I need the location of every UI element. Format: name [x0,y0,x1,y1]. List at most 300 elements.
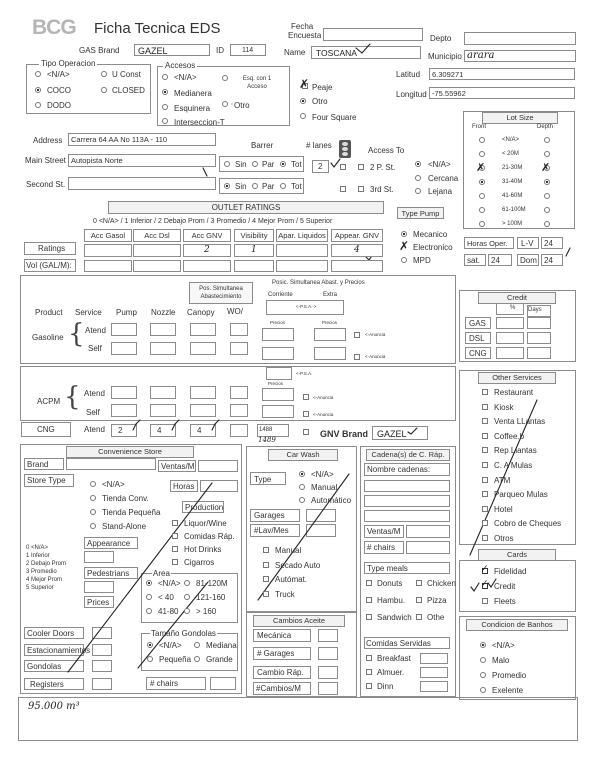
longitud-value: -75.55962 [432,89,466,98]
rating-acc-gasol-field[interactable] [84,244,132,257]
rating-visibility-value: 1 [251,245,257,255]
service-cobro-de-cheques-check[interactable] [482,520,488,526]
comida-breakfast-check[interactable] [366,655,372,661]
gasoline-anuncia-1: <-Anuncia [365,332,386,337]
tipo-dodo-label: DODO [47,101,71,110]
service-label: Rep Llantas [494,446,537,456]
credit-cng-pct-field[interactable] [496,347,524,359]
store-scale-label: 0 <N/A> [26,545,49,551]
ratings-label: Ratings [38,244,66,253]
accesos-na-radio[interactable] [162,74,168,80]
nozzle-label: Nozzle [151,308,176,317]
credit-row-label: CNG [469,349,487,358]
service-c-a-mulas-check[interactable] [482,462,488,468]
rating-acc-gnv-value: 2 [204,245,210,255]
meal-sandwich-check[interactable] [366,614,372,620]
second-st-label: Second St. [26,180,66,189]
lot-row-label: 61-100M [502,207,526,213]
vol-apar-liquidos-field[interactable] [276,260,328,272]
access-blank1-check[interactable] [340,164,346,170]
comida-dinn-field[interactable] [420,681,448,692]
cng-label: CNG [37,425,55,434]
tipo-closed-radio[interactable] [101,87,107,93]
rating-col-header: Acc Dsl [133,229,181,242]
acpm-anuncia-2: <-Anuncia [313,412,334,417]
lot-row-label: 31-40M [502,179,523,185]
hours-label: Horas Oper. [467,239,508,248]
acpm-self-field[interactable] [190,404,216,417]
tipo-uconst-radio[interactable] [101,71,107,77]
barrier2-tot-label: Tot [291,182,302,191]
peaje-label: Peaje [312,83,333,92]
lot-row-label: 41-60M [502,193,523,199]
store-cooler-field[interactable] [92,627,112,639]
barrier1-sin-label: Sin [235,160,247,169]
banos-n-a-radio[interactable] [480,642,486,648]
store-horas-field[interactable] [200,480,238,492]
meal-label: Hambu. [377,596,406,605]
barrier-title: Barrer [251,141,274,150]
gasoline-atend-field[interactable] [190,323,216,336]
municipio-value: arara [467,50,495,61]
comida-label: Breakfast [377,654,411,663]
canopy-label: Canopy [187,308,215,317]
service-label: Otros [494,534,514,543]
vol-label-box [24,259,76,272]
wo-label: WO/ [227,307,243,316]
name-value: TOSCANA [316,48,357,58]
depto-field[interactable] [464,32,576,45]
store-product-comidas-r-p-check[interactable] [172,533,178,539]
car-wash-check-label: Autómat. [275,575,308,584]
meal-donuts-check[interactable] [366,580,372,586]
credit-dsl-days-field[interactable] [527,332,551,344]
car-wash-garages-label: Garages [254,511,285,520]
rating-apar-liquidos-field[interactable] [276,244,328,257]
gasoline-brace: { [68,319,85,349]
tipo-na-radio[interactable] [35,71,41,77]
otro-label: Otro [312,97,328,106]
tipo-operacion-title: Tipo Operacion [41,59,96,68]
area-40-radio[interactable] [146,594,152,600]
tam-label: Pequeña [159,655,192,664]
banos-label: <N/A> [492,641,515,650]
store-chairs-label: # chairs [150,679,179,688]
area-160-radio[interactable] [184,608,190,614]
credit-cng-days-field[interactable] [527,347,551,359]
store-product-cigarros-check[interactable] [172,559,178,565]
accesos-otro-label: Otro [234,101,250,110]
cng-atend-label: Atend [84,425,105,434]
service-parqueo-mulas-check[interactable] [482,491,488,497]
store-scale-label: 3 Promedio [26,569,57,575]
comida-dinn-check[interactable] [366,683,372,689]
barrier1-par-label: Par [262,160,275,169]
cadena-ventas-field[interactable] [406,525,450,538]
cadena-nombre-field-2[interactable] [364,495,450,507]
gas-brand-value: GAZEL [138,46,168,56]
cambios-garages-field[interactable] [318,647,338,660]
store-brand-label: Brand [27,460,49,469]
pump-mecanico-radio[interactable] [401,231,407,237]
tam-label: Mediana [206,641,237,650]
cng-check[interactable] [303,429,309,435]
cadena-nombre-field-1[interactable] [364,480,450,492]
tipo-coco-radio[interactable] [35,87,41,93]
tam-mediana-radio[interactable] [194,642,200,648]
meal-pizza-check[interactable] [416,597,422,603]
lot-front-31-40m-radio[interactable] [479,179,485,185]
meal-label: Pizza [427,596,447,605]
store-product-label: Cigarros [184,558,215,567]
comida-almuer-check[interactable] [366,669,372,675]
gasoline-price-atend-field[interactable] [262,328,294,341]
store-scale-label: 4 Mejor Prom [26,577,63,583]
vol-appear-gnv-field[interactable] [331,260,383,272]
car-wash-garages-field[interactable] [306,509,336,522]
car-wash-option-label: <N/A> [311,470,334,479]
address-label: Address [33,136,63,145]
credit-dsl-pct-field[interactable] [496,332,524,344]
store-type-tienda-peque-a-radio[interactable] [90,509,96,515]
hours-lv-value: 24 [544,239,553,248]
gasoline-anuncia-2: <-Anuncia [365,354,386,359]
acpm-price-self-field[interactable] [262,405,294,418]
acpm-anuncia-check-2[interactable] [303,411,309,417]
gasoline-self-field[interactable] [150,342,176,355]
store-product-hot-drinks-check[interactable] [172,546,178,552]
acpm-self-field[interactable] [111,404,137,417]
access-blank2-check[interactable] [340,186,346,192]
acpm-atend-field[interactable] [111,386,137,399]
lanes-label: # lanes [306,141,332,150]
car-wash-lav-field[interactable] [306,524,336,537]
pump-electronico-label: Electronico [413,243,453,252]
area-41-80-radio[interactable] [146,608,152,614]
cadena-comidas-label: Comidas Servidas [366,639,431,648]
depto-label: Depto [430,34,452,43]
store-estac-label: Estacionamientos [27,646,91,655]
cadena-type-meals-label: Type meals [367,564,408,573]
cadena-nombre-label: Nombre cadenas: [367,465,431,474]
area-label: > 160 [196,607,217,616]
accesos-title: Accesos [165,61,196,70]
gasoline-self-field[interactable] [230,342,248,355]
vol-acc-gnv-field[interactable] [183,260,231,272]
comida-label: Almuer. [377,668,405,677]
cadena-title: Cadena(s) de C. Ráp. [366,449,450,461]
store-chairs-field[interactable] [210,677,236,690]
card-label: Credit [494,582,516,591]
credit-title: Credit [478,292,556,304]
area-label: < 40 [158,593,174,602]
accesos-esquinera-radio[interactable] [162,104,168,110]
cadena-ventas-label: Ventas/M [367,527,401,536]
comida-breakfast-field[interactable] [420,653,448,664]
service-restaurant-check[interactable] [482,389,488,395]
cng-canopy-field[interactable] [190,424,216,437]
second-st-field[interactable] [68,177,216,190]
lot-front-41-60m-radio[interactable] [479,193,485,199]
store-type-label: <N/A> [102,480,125,489]
acpm-atend-field[interactable] [150,386,176,399]
vol-acc-gasol-field[interactable] [84,260,132,272]
service-otros-check[interactable] [482,535,488,541]
car-wash-manual-radio[interactable] [299,484,305,490]
cambios-rap-field[interactable] [318,666,338,679]
four-square-radio[interactable] [300,113,306,119]
store-type-label: Stand-Alone [102,522,147,531]
card-label: Fidelidad [494,567,527,576]
banos-malo-radio[interactable] [480,657,486,663]
gasoline-price-self-field[interactable] [262,347,294,360]
cadena-chairs-label: # chairs [367,543,396,552]
banos-promedio-radio[interactable] [480,672,486,678]
lot-depth-31-40m-radio[interactable] [544,179,550,185]
store-ventas-field[interactable] [198,460,238,472]
acpm-self-field[interactable] [150,404,176,417]
car-wash-secado-auto-check[interactable] [263,562,269,568]
tam-grande-radio[interactable] [194,656,200,662]
store-registers-field[interactable] [92,678,112,690]
lot-size-title: Lot Size [482,112,558,124]
comida-almuer-field[interactable] [420,667,448,678]
store-pedestrians-field[interactable] [84,581,114,593]
credit-row-label: DSL [469,334,485,343]
rating-acc-dsl-field[interactable] [133,244,181,257]
tam-n-a-radio[interactable] [147,642,153,648]
store-title: Convenience Store [66,446,194,458]
access-lejana-radio[interactable] [415,188,421,194]
store-scale-label: 5 Superior [26,585,54,591]
store-appearance-field[interactable] [84,551,114,563]
store-type-stand-alone-radio[interactable] [90,523,96,529]
access-3rdst-check[interactable] [358,186,364,192]
service-rep-llantas-check[interactable] [482,447,488,453]
hours-sat-label: sat. [467,256,480,265]
pump-electronico-x-mark: ✗ [399,239,410,253]
barrier1-par-radio[interactable] [252,161,258,167]
lot-front-n-a-radio[interactable] [479,137,485,143]
access-cercana-radio[interactable] [415,175,421,181]
rating-col-header: Appear. GNV [331,229,383,242]
store-registers-label: Registers [30,680,64,689]
acpm-atend-field[interactable] [230,386,248,399]
lot-row-label: < 20M [502,151,519,157]
pump-label: Pump [116,308,137,317]
lot-depth-41-60m-radio[interactable] [544,193,550,199]
cng-canopy-value: 4 [197,426,202,435]
tam-label: Grande [206,655,233,664]
meal-label: Othe [427,613,445,622]
tam-label: <N/A> [159,641,182,650]
barrier2-tot-radio[interactable] [280,183,286,189]
vol-acc-dsl-field[interactable] [133,260,181,272]
cambios-m-field[interactable] [318,682,338,695]
car-wash-title: Car Wash [268,449,338,461]
car-wash-aut-mat-check[interactable] [263,576,269,582]
car-wash-autom-tico-radio[interactable] [299,497,305,503]
car-wash-check-label: Secado Auto [275,560,321,570]
gasoline-anuncia-check-1[interactable] [354,332,360,338]
id-value: 114 [242,47,254,54]
cng-wo-field[interactable] [230,424,248,437]
service-label: Coffee.b [494,431,525,441]
credit-gas-pct-field[interactable] [496,317,524,329]
acpm-self-field[interactable] [230,404,248,417]
store-type-label: Tienda Pequeña [102,508,161,517]
main-street-value: Autopista Norte [71,156,123,165]
psa-label: <-P.S.A.-> [296,304,317,309]
store-production-label: Production [185,503,224,512]
accesos-medianera-radio[interactable] [162,89,168,95]
banos-label: Promedio [492,671,527,680]
notes-field[interactable] [18,697,578,741]
accesos-otro-radio[interactable] [222,101,228,107]
lot-row-label: <N/A> [502,137,520,143]
acpm-atend-field[interactable] [190,386,216,399]
gasoline-self-field[interactable] [190,342,216,355]
car-wash-option-label: Manual [311,483,338,492]
accesos-esquinera-label: Esquinera [174,104,211,113]
car-wash-n-a-radio[interactable] [299,471,305,477]
gasoline-atend-label: Atend [85,326,106,335]
accesos-esq-radio[interactable] [222,75,228,81]
lot-depth-61-100m-radio[interactable] [544,207,550,213]
store-horas-label: Horas [173,482,195,491]
fecha-field[interactable] [323,28,423,41]
store-estac-field[interactable] [92,644,112,656]
pump-mpd-radio[interactable] [401,257,407,263]
service-venta-llantas-check[interactable] [482,418,488,424]
car-wash-type-label: Type [254,475,272,484]
gasoline-atend-field[interactable] [111,323,137,336]
gasoline-atend-field[interactable] [150,323,176,336]
accesos-intersec-radio[interactable] [162,118,168,124]
store-gondolas-field[interactable] [92,660,112,672]
acpm-anuncia-check-1[interactable] [303,394,309,400]
pump-mecanico-label: Mecanico [413,230,448,239]
store-brand-field[interactable] [66,458,156,470]
lot-front-100m-radio[interactable] [479,221,485,227]
meal-othe-check[interactable] [416,614,422,620]
gasoline-atend-field[interactable] [230,323,248,336]
comida-label: Dinn [377,682,394,691]
cambios-m-label: #Cambios/M [256,684,301,693]
cambios-mecanica-field[interactable] [318,629,338,642]
lot-depth-n-a-radio[interactable] [544,137,550,143]
acpm-anuncia-1: <-Anuncia [313,395,334,400]
acpm-precios-label: Precios [268,381,284,386]
meal-label: Chicken [427,579,456,588]
car-wash-truck-check[interactable] [263,591,269,597]
vol-visibility-field[interactable] [234,260,274,272]
area-label: 81-120M [196,579,228,588]
barrier2-par-radio[interactable] [252,183,258,189]
id-label: ID [216,46,224,55]
service-atm-check[interactable] [482,477,488,483]
service-hotel-check[interactable] [482,506,488,512]
area-81-120m-radio[interactable] [184,580,190,586]
barrier1-tot-radio[interactable] [280,161,286,167]
barrier1-sin-radio[interactable] [224,161,230,167]
store-type-n-a-radio[interactable] [90,481,96,487]
credit-days-label: Days [528,307,542,313]
card-label: Fleets [494,597,516,606]
lot-depth-100m-radio[interactable] [544,221,550,227]
service-label: Hotel [494,504,513,514]
barrier2-sin-label: Sin [235,182,247,191]
service-coffee-b-check[interactable] [482,433,488,439]
area-label: <N/A> [158,579,181,588]
gasoline-self-field[interactable] [111,342,137,355]
lot-depth-20m-radio[interactable] [544,151,550,157]
lot-depth-label: Depth [537,124,554,130]
store-type-tienda-conv-radio[interactable] [90,495,96,501]
car-wash-manual-check[interactable] [263,547,269,553]
cng-nozzle-value: 4 [157,426,162,435]
area-n-a-radio[interactable] [146,580,152,586]
store-scale-label: 1 Inferior [26,553,50,559]
tipo-coco-label: COCO [47,86,71,95]
meal-label: Donuts [377,579,403,588]
access-lejana-label: Lejana [428,187,453,196]
ratings-label-box [24,242,76,255]
area-label: 121-160 [196,593,226,602]
name-label: Name [284,48,306,57]
gasoline-price-self-field[interactable] [314,347,346,360]
lot-front-20m-radio[interactable] [479,151,485,157]
cambios-title: Cambios Aceite [253,615,345,627]
acpm-atend-label: Atend [84,389,105,398]
gasoline-price-atend-field[interactable] [314,328,346,341]
main-street-label: Main Street [25,156,66,165]
rating-col-header: Apar. Liquidos [276,229,328,242]
acpm-price-atend-field[interactable] [262,388,294,401]
barrier2-par-label: Par [262,182,275,191]
cadena-chairs-field[interactable] [406,541,450,554]
gnv-brand-label: GNV Brand [320,429,369,439]
barrier2-sin-radio[interactable] [224,183,230,189]
tam-peque-a-radio[interactable] [147,656,153,662]
lot-front-61-100m-radio[interactable] [479,207,485,213]
card-check-mark: ✓ [481,564,489,574]
acpm-self-label: Self [86,408,100,417]
corriente-label: Corriente [268,292,293,298]
access-na-radio[interactable] [415,161,421,167]
store-product-liquor-wine-check[interactable] [172,520,178,526]
meal-chicken-check[interactable] [416,580,422,586]
hours-dom-value: 24 [544,256,553,265]
gasoline-anuncia-check-2[interactable] [354,354,360,360]
store-cooler-label: Cooler Doors [27,629,75,638]
tipo-dodo-radio[interactable] [35,102,41,108]
banos-exelente-radio[interactable] [480,687,486,693]
otro-radio[interactable] [300,98,306,104]
store-pedestrians-label: Pedestrians [87,569,130,578]
cng-pump-field[interactable] [111,424,137,437]
area-121-160-radio[interactable] [184,594,190,600]
meal-hambu-check[interactable] [366,597,372,603]
cadena-nombre-field-3[interactable] [364,510,450,522]
cng-nozzle-field[interactable] [150,424,176,437]
credit-gas-days-field[interactable] [527,317,551,329]
store-appearance-label: Appearance [87,539,131,548]
service-kiosk-check[interactable] [482,404,488,410]
access-2pst-check[interactable] [358,164,364,170]
card-fleets-check[interactable] [482,598,488,604]
extra-label: Extra [323,292,338,298]
